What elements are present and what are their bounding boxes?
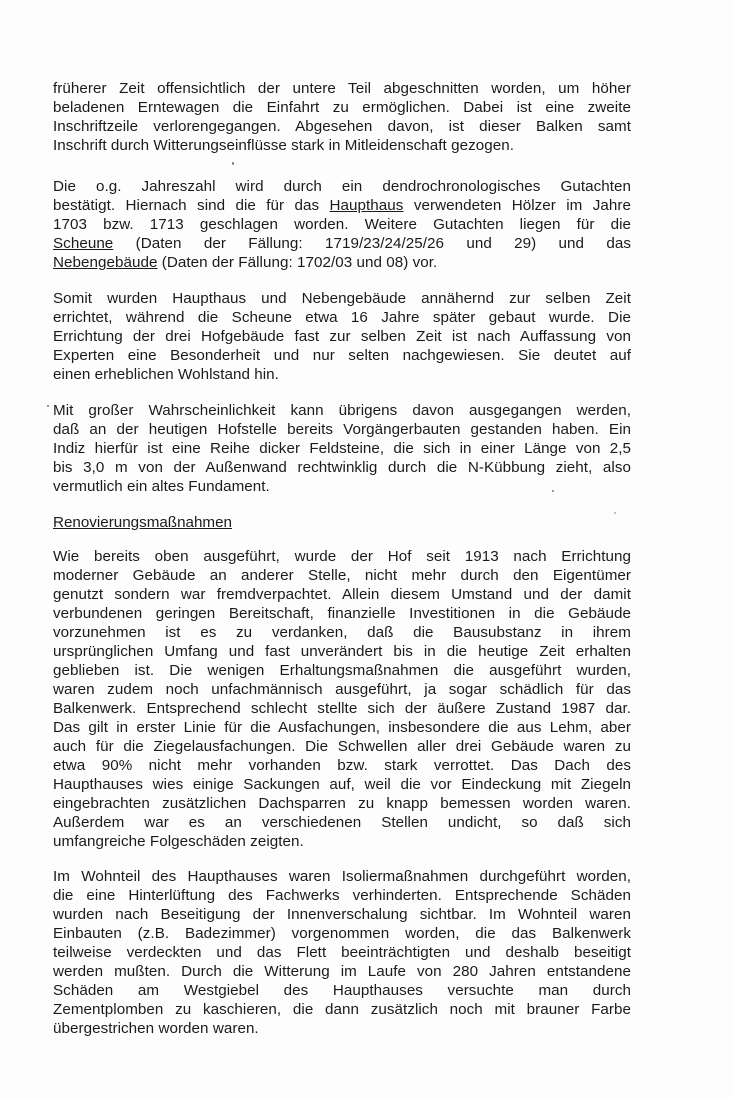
paragraph-predecessor-buildings bbox=[53, 401, 631, 496]
scan-speck bbox=[47, 405, 49, 407]
scan-speck bbox=[552, 490, 554, 492]
underlined-term: Nebengebäude bbox=[53, 254, 158, 271]
text-line: Inschrift durch Witterungseinflüsse stark in Mitleidenschaft gezogen. bbox=[53, 137, 514, 154]
text-line: Inschriftzeile verlorengegangen. Abgesehen davon, ist dieser Balken samt bbox=[53, 118, 631, 135]
text-line: übergestrichen worden waren. bbox=[53, 1020, 259, 1037]
paragraph-construction-dates bbox=[53, 289, 631, 384]
text-line: eingebrachten zusätzlichen Dachsparren zu knapp bemessen worden waren. bbox=[53, 795, 631, 812]
text-line: Haupthauses wies einige Sackungen auf, weil die vor Eindeckung mit Ziegeln bbox=[53, 776, 631, 793]
text-line: geblieben ist. Die wenigen Erhaltungsmaßnahmen die ausgeführt wurden, bbox=[53, 662, 631, 679]
text-line: waren zudem noch unfachmännisch ausgeführt, ja sogar schädlich für das bbox=[53, 681, 631, 698]
text-line: Das gilt in erster Linie für die Ausfachungen, insbesondere die aus Lehm, aber bbox=[53, 719, 631, 736]
text-line: 1703 bzw. 1713 geschlagen worden. Weitere Gutachten liegen für die bbox=[53, 216, 631, 233]
text-line: Balkenwerk. Entsprechend schlecht stellte sich der äußere Zustand 1987 dar. bbox=[53, 700, 631, 717]
text-line: wurden nach Beseitigung der Innenverschalung sichtbar. Im Wohnteil waren bbox=[53, 906, 631, 923]
text-line: vermutlich ein altes Fundament. bbox=[53, 478, 270, 495]
text-line: werden mußten. Durch die Witterung im Laufe von 280 Jahren entstandene bbox=[53, 963, 631, 980]
text-line: Somit wurden Haupthaus und Nebengebäude annähernd zur selben Zeit bbox=[53, 290, 631, 307]
text-line: verbundenen geringen Bereitschaft, finanzielle Investitionen in die Gebäude bbox=[53, 605, 631, 622]
text-line: beladenen Erntewagen die Einfahrt zu ermöglichen. Dabei ist eine zweite bbox=[53, 99, 631, 116]
text-line: genutzt sondern war fremdverpachtet. Allein diesem Umstand und der damit bbox=[53, 586, 631, 603]
text-line: ursprünglichen Umfang und fast unverändert bis in die heutige Zeit erhalten bbox=[53, 643, 631, 660]
text-line: Im Wohnteil des Haupthauses waren Isoliermaßnahmen durchgeführt worden, bbox=[53, 868, 631, 885]
text-line: auch für die Ziegelausfachungen. Die Schwellen aller drei Gebäude waren zu bbox=[53, 738, 631, 755]
text-line: Einbauten (z.B. Badezimmer) vorgenommen worden, die das Balkenwerk bbox=[53, 925, 631, 942]
paragraph-renovation-state bbox=[53, 547, 631, 851]
text-line: umfangreiche Folgeschäden zeigten. bbox=[53, 833, 304, 850]
text-line: Außerdem war es an verschiedenen Stellen undicht, so daß sich bbox=[53, 814, 631, 831]
text-line-with-underline: Scheune (Daten der Fällung: 1719/23/24/25/26 und 29) und das bbox=[53, 235, 631, 252]
text-line: etwa 90% nicht mehr vorhanden bzw. stark verrottet. Das Dach des bbox=[53, 757, 631, 774]
text-line: teilweise verdeckten und das Flett beeinträchtigten und deshalb beseitigt bbox=[53, 944, 631, 961]
text-line-with-underline: bestätigt. Hiernach sind die für das Haupthaus verwendeten Hölzer im Jahre bbox=[53, 197, 631, 214]
scan-speck bbox=[232, 162, 234, 165]
underlined-term: Scheune bbox=[53, 235, 114, 252]
text-line: Mit großer Wahrscheinlichkeit kann übrigens davon ausgegangen werden, bbox=[53, 402, 631, 419]
text-line: vorzunehmen ist es zu verdanken, daß die Bausubstanz in ihrem bbox=[53, 624, 631, 641]
text-line: Schäden am Westgiebel des Haupthauses versuchte man durch bbox=[53, 982, 631, 999]
paragraph-living-area-damage bbox=[53, 867, 631, 1038]
text-line: moderner Gebäude an anderer Stelle, nicht mehr durch den Eigentümer bbox=[53, 567, 631, 584]
text-line: die eine Hinterlüftung des Fachwerks verhinderten. Entsprechende Schäden bbox=[53, 887, 631, 904]
text-line: früherer Zeit offensichtlich der untere Teil abgeschnitten worden, um höher bbox=[53, 80, 631, 97]
text-line: daß an der heutigen Hofstelle bereits Vorgängerbauten gestanden haben. Ein bbox=[53, 421, 631, 438]
text-line: Experten eine Besonderheit und nur selten nachgewiesen. Sie deutet auf bbox=[53, 347, 631, 364]
text-line: Wie bereits oben ausgeführt, wurde der Hof seit 1913 nach Errichtung bbox=[53, 548, 631, 565]
text-line: errichtet, während die Scheune etwa 16 Jahre später gebaut wurde. Die bbox=[53, 309, 631, 326]
text-line: Indiz hierfür ist eine Reihe dicker Feldsteine, die sich in einer Länge von 2,5 bbox=[53, 440, 631, 457]
paragraph-inscription bbox=[53, 79, 631, 155]
section-heading: Renovierungsmaßnahmen bbox=[53, 514, 232, 531]
text-line: Die o.g. Jahreszahl wird durch ein dendrochronologisches Gutachten bbox=[53, 178, 631, 195]
text-line: Zementplomben zu kaschieren, die dann zusätzlich noch mit brauner Farbe bbox=[53, 1001, 631, 1018]
text-line: einen erheblichen Wohlstand hin. bbox=[53, 366, 279, 383]
text-line: bis 3,0 m von der Außenwand rechtwinklig durch die N-Kübbung zieht, also bbox=[53, 459, 631, 476]
scan-speck bbox=[614, 512, 616, 514]
paragraph-dendrochronology bbox=[53, 177, 631, 272]
text-line-with-underline: Nebengebäude (Daten der Fällung: 1702/03 und 08) vor. bbox=[53, 254, 438, 271]
underlined-term: Haupthaus bbox=[329, 197, 404, 214]
text-line: Errichtung der drei Hofgebäude fast zur selben Zeit ist nach Auffassung von bbox=[53, 328, 631, 345]
